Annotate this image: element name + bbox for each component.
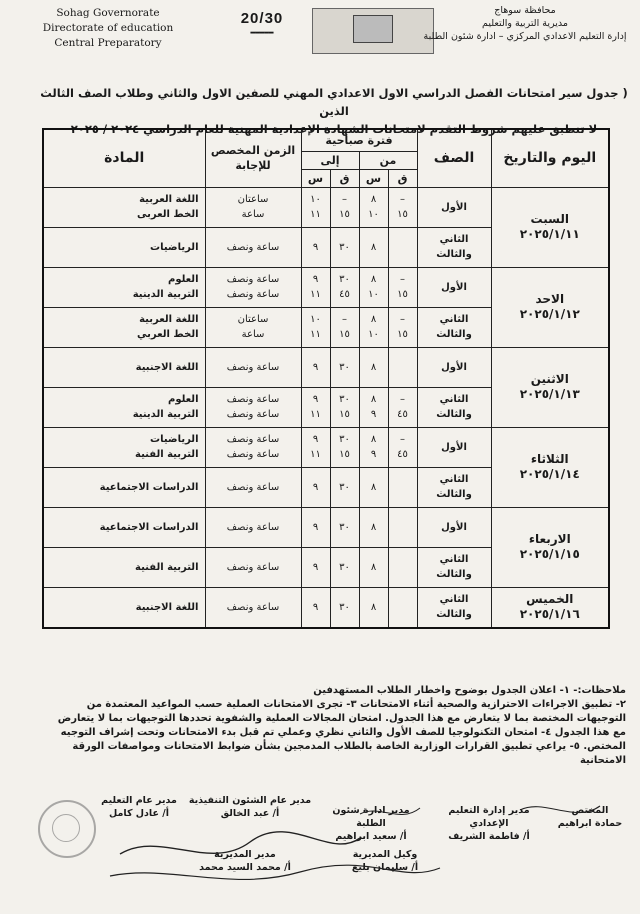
to-hours-cell: ٩: [301, 227, 330, 267]
day-date-cell: [491, 587, 609, 628]
table-row: [43, 427, 609, 467]
grade-cell: الثاني والثالث: [417, 227, 491, 267]
grade-cell: الأول: [417, 507, 491, 547]
day-date: ٢٠٢٥/١/١٢: [519, 307, 580, 321]
table-row: [43, 267, 609, 307]
header-duration: الزمن المخصص للإجابة: [205, 129, 301, 187]
signature-name: أ/ عادل كامل: [109, 808, 169, 819]
day-date-cell: [491, 507, 609, 587]
from-minutes-cell: – ١٥: [388, 307, 417, 347]
signature-name: أ/ سعيد ابراهيم: [335, 831, 407, 842]
header-subject: المادة: [43, 129, 205, 187]
handwritten-signatures: [0, 780, 640, 914]
day-date-cell: [491, 427, 609, 507]
schedule-body: [43, 187, 609, 628]
from-hours-cell: ٨ ١٠: [359, 267, 388, 307]
from-minutes-cell: [388, 587, 417, 628]
day-date: ٢٠٢٥/١/١٦: [519, 607, 580, 621]
header-day-date: اليوم والتاريخ: [491, 129, 609, 187]
day-date: ٢٠٢٥/١/١٣: [519, 387, 580, 401]
day-date: ٢٠٢٥/١/١١: [519, 227, 580, 241]
to-minutes-cell: ٣٠ ٤٥: [330, 267, 359, 307]
signature-name: أ/ محمد السيد محمد: [199, 862, 291, 873]
grade-cell: الأول: [417, 187, 491, 227]
grade-cell: الثاني والثالث: [417, 467, 491, 507]
grade-cell: الأول: [417, 427, 491, 467]
from-hours-cell: ٨: [359, 467, 388, 507]
duration-cell: ساعة ونصف ساعة ونصف: [205, 427, 301, 467]
header-morning-period: فترة صباحية: [301, 129, 417, 151]
ministry-logo: [312, 8, 434, 54]
note-line: ملاحظات:- ١- اعلان الجدول بوضوح واخطار الطلاب المستهدفين: [313, 685, 626, 696]
to-minutes-cell: ٣٠: [330, 547, 359, 587]
title-line1: ( جدول سير امتحانات الفصل الدراسي الاول الاعدادي المهني للصفين الاول والثاني وطلاب الصف الثالث الذين: [40, 86, 628, 118]
day-date-cell: [491, 187, 609, 267]
header-from-q: ق: [388, 169, 417, 187]
from-minutes-cell: – ٤٥: [388, 427, 417, 467]
table-row: [43, 187, 609, 227]
header-from: من: [359, 151, 417, 169]
from-hours-cell: ٨ ١٠: [359, 187, 388, 227]
day-date-cell: [491, 347, 609, 427]
header-en-line1: Sohag Governorate: [56, 7, 160, 19]
to-hours-cell: ١٠ ١١: [301, 307, 330, 347]
notes-section: [40, 684, 626, 768]
header-en-line3: Central Preparatory: [54, 37, 162, 49]
header-to-q: ق: [330, 169, 359, 187]
subject-cell: الدراسات الاجتماعية: [43, 467, 205, 507]
title-line2: لا تنطبق عليهم شروط التقدم لامتحانات الشهادة الإعدادية المهنية للعام الدراسي ٢٠٢٤ / ٢٠٢٥: [70, 122, 598, 136]
from-minutes-cell: [388, 507, 417, 547]
note-line: المختص. ٥- يراعي تطبيق القرارات الوزارية الخاصة بالطلاب المدمجين بشأن ضوابط الامتحانات ومواصفات الورقة: [72, 741, 626, 752]
from-hours-cell: ٨ ٩: [359, 387, 388, 427]
from-minutes-cell: – ١٥: [388, 187, 417, 227]
day-date: ٢٠٢٥/١/١٤: [519, 467, 580, 481]
duration-cell: ساعة ونصف: [205, 507, 301, 547]
subject-cell: الرياضيات التربية الفنية: [43, 427, 205, 467]
subject-cell: اللغة العربية الخط العربى: [43, 187, 205, 227]
grade-cell: الأول: [417, 347, 491, 387]
day-name: السبت: [530, 212, 569, 226]
duration-cell: ساعة ونصف: [205, 467, 301, 507]
subject-cell: اللغة الاجنبية: [43, 587, 205, 628]
day-name: الاحد: [535, 292, 565, 306]
duration-cell: ساعتان ساعة: [205, 307, 301, 347]
note-line: التوجيهات المختصة بما لا يتعارض مع هذا الجدول. امتحان المجالات العملية والشفوية تحددها التوجيهات بما لا يتعارض: [57, 713, 626, 724]
to-hours-cell: ٩: [301, 467, 330, 507]
vision-2030-logo: [226, 10, 298, 48]
subject-cell: التربية الفنية: [43, 547, 205, 587]
to-minutes-cell: ٣٠: [330, 467, 359, 507]
to-hours-cell: ٩ ١١: [301, 387, 330, 427]
from-hours-cell: ٨: [359, 547, 388, 587]
grade-cell: الثاني والثالث: [417, 387, 491, 427]
from-hours-cell: ٨: [359, 347, 388, 387]
logo-2030-text: 20/30: [240, 10, 284, 27]
signature-title: المختص: [571, 805, 609, 816]
duration-cell: ساعة ونصف ساعة ونصف: [205, 387, 301, 427]
grade-cell: الثاني والثالث: [417, 307, 491, 347]
duration-cell: ساعتان ساعة: [205, 187, 301, 227]
header-to: إلى: [301, 151, 359, 169]
day-date: ٢٠٢٥/١/١٥: [519, 547, 580, 561]
from-minutes-cell: [388, 467, 417, 507]
duration-cell: ساعة ونصف: [205, 587, 301, 628]
header-to-s: س: [301, 169, 330, 187]
note-line: الامتحانية: [579, 755, 626, 766]
duration-cell: ساعة ونصف: [205, 547, 301, 587]
signature-title: وكيل المديرية: [352, 849, 418, 860]
table-row: [43, 507, 609, 547]
from-minutes-cell: – ٤٥: [388, 387, 417, 427]
to-hours-cell: ٩ ١١: [301, 267, 330, 307]
duration-cell: ساعة ونصف ساعة ونصف: [205, 267, 301, 307]
to-minutes-cell: – ١٥: [330, 187, 359, 227]
to-hours-cell: ٩: [301, 507, 330, 547]
from-hours-cell: ٨ ١٠: [359, 307, 388, 347]
signature-name: أ/ فاطمة الشريف: [448, 831, 530, 842]
grade-cell: الثاني والثالث: [417, 587, 491, 628]
to-minutes-cell: ٣٠: [330, 507, 359, 547]
to-minutes-cell: ٣٠ ١٥: [330, 427, 359, 467]
header-english: [28, 6, 188, 51]
to-hours-cell: ٩ ١١: [301, 427, 330, 467]
signature-name: أ/ عبد الخالق: [220, 808, 280, 819]
ministry-emblem-icon: [353, 15, 393, 43]
note-line: ٢- تطبيق الاجراءات الاحترازية والصحية أثناء الامتحانات ٣- تجرى الامتحانات العملية حسب المواعيد المعتمدة من: [86, 699, 626, 710]
day-date-cell: [491, 267, 609, 347]
signature-title: مدير إدارة التعليم الإعدادي: [448, 805, 530, 829]
to-minutes-cell: ٣٠ ١٥: [330, 387, 359, 427]
header-ar-line1: محافظة سوهاج: [494, 5, 556, 16]
duration-cell: ساعة ونصف: [205, 227, 301, 267]
to-hours-cell: ٩: [301, 587, 330, 628]
from-hours-cell: ٨ ٩: [359, 427, 388, 467]
duration-cell: ساعة ونصف: [205, 347, 301, 387]
signature-title: مدير عام التعليم: [101, 795, 177, 806]
to-minutes-cell: ٣٠: [330, 347, 359, 387]
subject-cell: العلوم التربية الدينية: [43, 267, 205, 307]
table-row: [43, 347, 609, 387]
from-hours-cell: ٨: [359, 507, 388, 547]
day-name: الاربعاء: [528, 532, 571, 546]
to-minutes-cell: ٣٠: [330, 227, 359, 267]
from-hours-cell: ٨: [359, 587, 388, 628]
day-name: الخميس: [526, 592, 574, 606]
note-line: مع هذا الجدول ٤- امتحان التكنولوجيا للصف الأول والثاني نظري وعملي تم قبل بدء الامتحانات وتحت إشراف التوجيه: [60, 727, 626, 738]
signature-title: مدير ادارة شئون الطلبة: [332, 805, 410, 829]
to-hours-cell: ١٠ ١١: [301, 187, 330, 227]
signature-name: حمادة ابراهيم: [557, 818, 623, 829]
from-minutes-cell: [388, 347, 417, 387]
from-hours-cell: ٨: [359, 227, 388, 267]
logo-2030-sub: ▂▂▂▂▂: [250, 28, 274, 34]
subject-cell: اللغة الاجنبية: [43, 347, 205, 387]
signature-name: أ/ سليمان بليغ: [351, 862, 419, 873]
grade-cell: الأول: [417, 267, 491, 307]
table-row: [43, 587, 609, 628]
subject-cell: الرياضيات: [43, 227, 205, 267]
to-minutes-cell: – ١٥: [330, 307, 359, 347]
signature-title: مدير عام الشئون التنفيذية: [188, 795, 312, 806]
header-from-s: س: [359, 169, 388, 187]
signature-title: مدير المديرية: [214, 849, 276, 860]
from-minutes-cell: – ١٥: [388, 267, 417, 307]
to-hours-cell: ٩: [301, 347, 330, 387]
header-ar-line3: إدارة التعليم الاعدادي المركزي – ادارة شئون الطلبة: [423, 31, 627, 42]
subject-cell: الدراسات الاجتماعية: [43, 507, 205, 547]
subject-cell: اللغة العربية الخط العربي: [43, 307, 205, 347]
header-grade: الصف: [417, 129, 491, 187]
day-name: الثلاثاء: [530, 452, 569, 466]
grade-cell: الثاني والثالث: [417, 547, 491, 587]
header-ar-line2: مديرية التربية والتعليم: [482, 18, 568, 29]
header-arabic: [420, 4, 630, 43]
to-hours-cell: ٩: [301, 547, 330, 587]
from-minutes-cell: [388, 227, 417, 267]
header-en-line2: Directorate of education: [42, 22, 174, 34]
day-name: الاثنين: [530, 372, 569, 386]
exam-schedule-table: [42, 128, 610, 629]
subject-cell: العلوم التربية الدينية: [43, 387, 205, 427]
to-minutes-cell: ٣٠: [330, 587, 359, 628]
from-minutes-cell: [388, 547, 417, 587]
